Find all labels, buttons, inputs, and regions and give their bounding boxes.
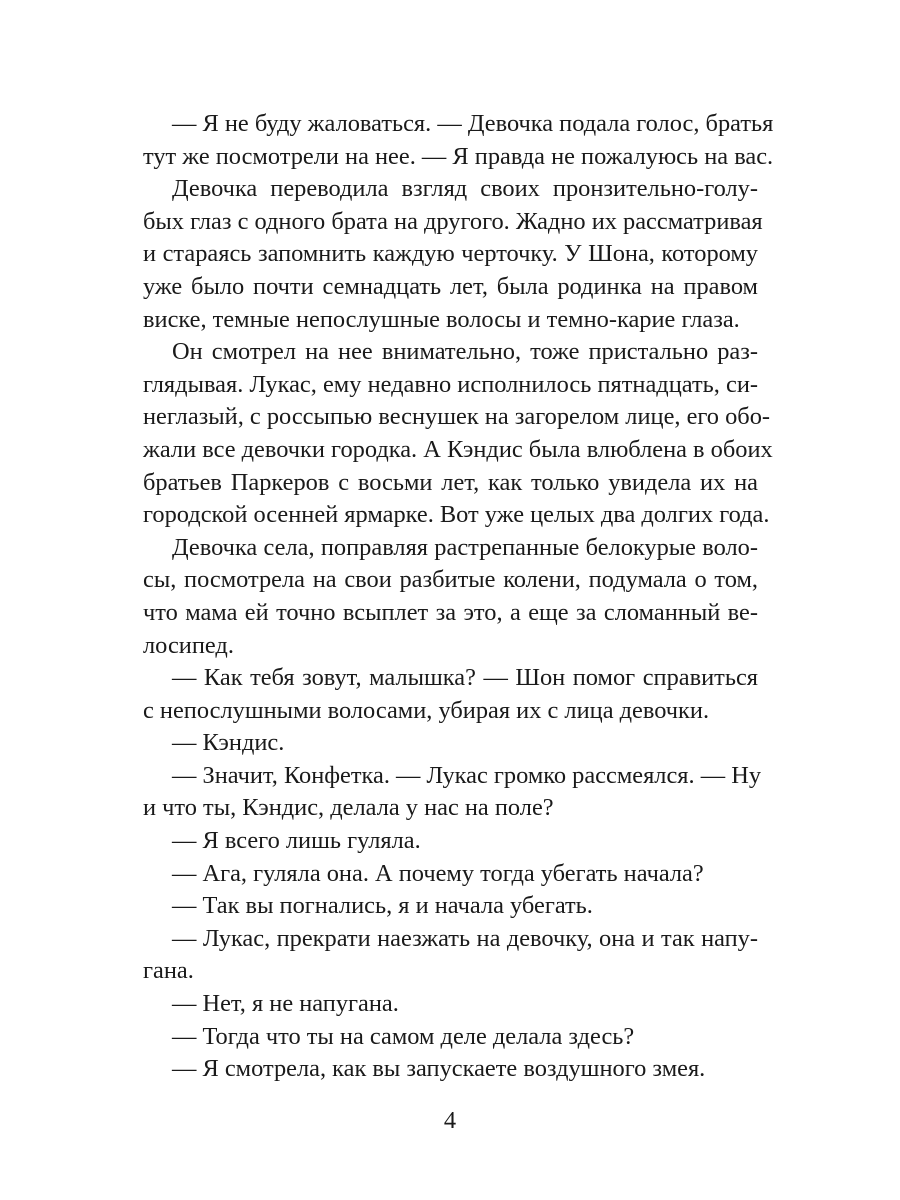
text-line: — Нет, я не напугана.: [172, 990, 399, 1018]
text-line: с непослушными волосами, убирая их с лица девочки.: [143, 696, 710, 724]
text-line: уже было почти семнадцать лет, была родинка на правом: [143, 272, 758, 300]
text-line: — Я всего лишь гуляла.: [172, 827, 421, 855]
text-line: — Я смотрела, как вы запускаете воздушного змея.: [172, 1055, 706, 1083]
text-line: лосипед.: [143, 631, 234, 659]
text-line: гана.: [143, 957, 194, 985]
text-line: бых глаз с одного брата на другого. Жадно их рассматривая: [143, 207, 763, 235]
text-line: Девочка села, поправляя растрепанные белокурые воло-: [172, 533, 758, 561]
text-line: тут же посмотрели на нее. — Я правда не пожалуюсь на вас.: [143, 142, 774, 170]
text-line: — Так вы погнались, я и начала убегать.: [172, 892, 593, 920]
text-line: городской осенней ярмарке. Вот уже целых два долгих года.: [143, 501, 770, 529]
text-line: Он смотрел на нее внимательно, тоже пристально раз-: [172, 338, 758, 366]
text-line: — Я не буду жаловаться. — Девочка подала голос, братья: [172, 110, 774, 137]
text-line: глядывая. Лукас, ему недавно исполнилось пятнадцать, си-: [143, 370, 758, 398]
text-line: — Ага, гуляла она. А почему тогда убегать начала?: [172, 859, 704, 887]
text-line: что мама ей точно всыплет за это, а еще за сломанный ве-: [143, 598, 758, 626]
text-line: — Тогда что ты на самом деле делала здесь?: [172, 1022, 635, 1050]
text-line: — Лукас, прекрати наезжать на девочку, она и так напу-: [172, 924, 758, 952]
text-line: Девочка переводила взгляд своих пронзительно-голу-: [172, 175, 758, 203]
body-text: [143, 108, 774, 1086]
text-line: братьев Паркеров с восьми лет, как только увидела их на: [143, 468, 758, 496]
text-line: неглазый, с россыпью веснушек на загорелом лице, его обо-: [143, 403, 771, 431]
text-line: — Как тебя зовут, малышка? — Шон помог справиться: [172, 664, 758, 692]
text-line: сы, посмотрела на свои разбитые колени, подумала о том,: [143, 566, 758, 594]
page-number: 4: [443, 1107, 457, 1134]
text-line: и что ты, Кэндис, делала у нас на поле?: [143, 794, 554, 822]
text-line: и стараясь запомнить каждую черточку. У Шона, которому: [143, 240, 758, 268]
text-line: — Значит, Конфетка. — Лукас громко рассмеялся. — Ну: [172, 761, 762, 789]
text-line: жали все девочки городка. А Кэндис была влюблена в обоих: [143, 435, 773, 463]
text-line: виске, темные непослушные волосы и темно-карие глаза.: [143, 305, 740, 333]
text-line: — Кэндис.: [172, 729, 285, 757]
